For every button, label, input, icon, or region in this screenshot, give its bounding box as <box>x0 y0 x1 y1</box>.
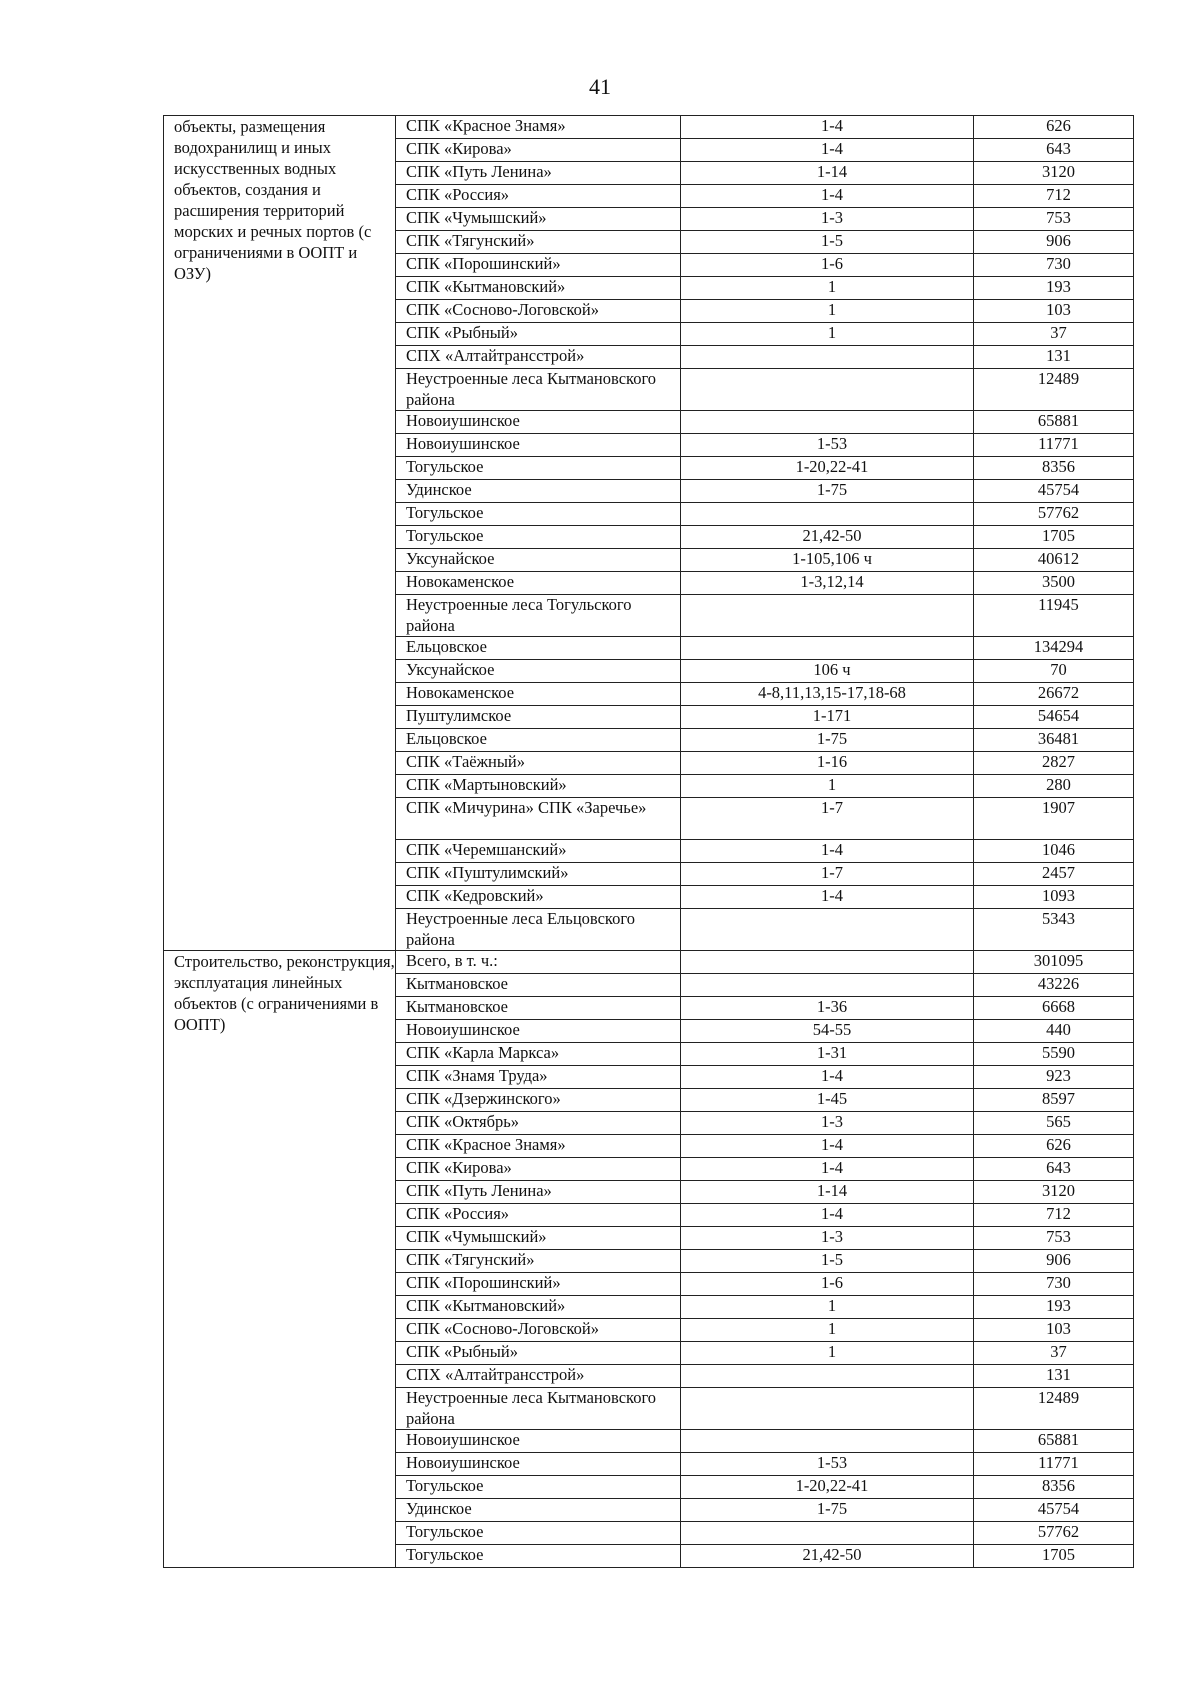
cell-name: СПК «Кирова» <box>396 1158 681 1181</box>
cell-name: СПК «Черемшанский» <box>396 840 681 863</box>
section-category: объекты, размещения водохранилищ и иных искусственных водных объектов, создания и расширения территорий морских и речных портов (с ограничениями в ООПТ и ОЗУ) <box>164 116 396 951</box>
cell-numbers: 1 <box>681 323 974 346</box>
cell-name: СПК «Чумышский» <box>396 208 681 231</box>
cell-numbers: 1-75 <box>681 729 974 752</box>
cell-area: 5590 <box>974 1043 1134 1066</box>
cell-name: Удинское <box>396 480 681 503</box>
cell-name: Неустроенные леса Кытмановского района <box>396 1388 681 1430</box>
cell-numbers: 1 <box>681 1319 974 1342</box>
cell-numbers <box>681 411 974 434</box>
cell-area: 730 <box>974 1273 1134 1296</box>
cell-name: Тогульское <box>396 1522 681 1545</box>
cell-area: 103 <box>974 300 1134 323</box>
cell-name: СПК «Дзержинского» <box>396 1089 681 1112</box>
cell-area: 3120 <box>974 1181 1134 1204</box>
cell-name: СПК «Сосново-Логовской» <box>396 300 681 323</box>
cell-numbers: 1-4 <box>681 185 974 208</box>
cell-area: 8356 <box>974 457 1134 480</box>
cell-area: 131 <box>974 1365 1134 1388</box>
cell-area: 6668 <box>974 997 1134 1020</box>
cell-area: 57762 <box>974 1522 1134 1545</box>
cell-area: 3120 <box>974 162 1134 185</box>
cell-area: 43226 <box>974 974 1134 997</box>
cell-area: 730 <box>974 254 1134 277</box>
cell-numbers <box>681 1388 974 1430</box>
cell-area: 626 <box>974 116 1134 139</box>
cell-numbers: 1-7 <box>681 863 974 886</box>
cell-name: Всего, в т. ч.: <box>396 951 681 974</box>
cell-name: СПК «Мартыновский» <box>396 775 681 798</box>
cell-name: СПК «Красное Знамя» <box>396 1135 681 1158</box>
cell-area: 1907 <box>974 798 1134 840</box>
cell-name: СПК «Сосново-Логовской» <box>396 1319 681 1342</box>
cell-name: СПК «Кедровский» <box>396 886 681 909</box>
cell-numbers <box>681 1365 974 1388</box>
cell-numbers: 1-3 <box>681 208 974 231</box>
cell-area: 2457 <box>974 863 1134 886</box>
cell-numbers: 1-20,22-41 <box>681 457 974 480</box>
cell-area: 8597 <box>974 1089 1134 1112</box>
cell-numbers: 1-4 <box>681 116 974 139</box>
cell-name: Новоиушинское <box>396 1453 681 1476</box>
section-category: Строительство, реконструкция, эксплуатация линейных объектов (с ограничениями в ООПТ) <box>164 951 396 1568</box>
cell-name: Неустроенные леса Кытмановского района <box>396 369 681 411</box>
cell-numbers <box>681 369 974 411</box>
cell-name: Кытмановское <box>396 974 681 997</box>
cell-numbers: 1-4 <box>681 886 974 909</box>
cell-numbers: 21,42-50 <box>681 526 974 549</box>
cell-area: 134294 <box>974 637 1134 660</box>
cell-name: СПК «Знамя Труда» <box>396 1066 681 1089</box>
cell-name: Тогульское <box>396 1545 681 1568</box>
cell-area: 643 <box>974 1158 1134 1181</box>
cell-numbers <box>681 1430 974 1453</box>
cell-numbers: 1-4 <box>681 1135 974 1158</box>
cell-name: Неустроенные леса Тогульского района <box>396 595 681 637</box>
cell-area: 37 <box>974 323 1134 346</box>
cell-numbers <box>681 595 974 637</box>
cell-area: 36481 <box>974 729 1134 752</box>
cell-name: СПК «Тягунский» <box>396 1250 681 1273</box>
cell-name: СПК «Тягунский» <box>396 231 681 254</box>
cell-area: 12489 <box>974 1388 1134 1430</box>
cell-name: СПК «Красное Знамя» <box>396 116 681 139</box>
cell-numbers: 1-4 <box>681 1158 974 1181</box>
cell-area: 54654 <box>974 706 1134 729</box>
cell-area: 906 <box>974 231 1134 254</box>
cell-area: 131 <box>974 346 1134 369</box>
cell-name: СПК «Рыбный» <box>396 1342 681 1365</box>
cell-name: Ельцовское <box>396 729 681 752</box>
cell-numbers: 54-55 <box>681 1020 974 1043</box>
cell-name: СПК «Путь Ленина» <box>396 162 681 185</box>
cell-area: 11945 <box>974 595 1134 637</box>
cell-name: Новоиушинское <box>396 1430 681 1453</box>
cell-area: 923 <box>974 1066 1134 1089</box>
cell-name: СПК «Кирова» <box>396 139 681 162</box>
cell-name: Тогульское <box>396 503 681 526</box>
cell-name: СПХ «Алтайтрансстрой» <box>396 1365 681 1388</box>
cell-name: СПК «Россия» <box>396 185 681 208</box>
cell-numbers <box>681 951 974 974</box>
cell-area: 65881 <box>974 411 1134 434</box>
land-use-table <box>163 115 1134 1568</box>
cell-name: Новоиушинское <box>396 411 681 434</box>
cell-numbers: 1-75 <box>681 1499 974 1522</box>
cell-area: 712 <box>974 185 1134 208</box>
cell-area: 45754 <box>974 1499 1134 1522</box>
cell-numbers: 1-6 <box>681 254 974 277</box>
cell-area: 45754 <box>974 480 1134 503</box>
cell-numbers: 1-14 <box>681 1181 974 1204</box>
cell-name: СПК «Порошинский» <box>396 254 681 277</box>
cell-numbers: 1-20,22-41 <box>681 1476 974 1499</box>
cell-area: 565 <box>974 1112 1134 1135</box>
cell-area: 12489 <box>974 369 1134 411</box>
table-row <box>164 951 1134 974</box>
cell-area: 103 <box>974 1319 1134 1342</box>
cell-area: 753 <box>974 208 1134 231</box>
cell-name: СПК «Чумышский» <box>396 1227 681 1250</box>
cell-numbers: 1-5 <box>681 231 974 254</box>
cell-name: СПК «Путь Ленина» <box>396 1181 681 1204</box>
cell-numbers <box>681 637 974 660</box>
cell-numbers: 1-3 <box>681 1112 974 1135</box>
cell-name: Ельцовское <box>396 637 681 660</box>
cell-numbers: 1-105,106 ч <box>681 549 974 572</box>
cell-area: 65881 <box>974 1430 1134 1453</box>
cell-area: 626 <box>974 1135 1134 1158</box>
cell-numbers: 1-4 <box>681 139 974 162</box>
cell-area: 906 <box>974 1250 1134 1273</box>
cell-numbers: 1-4 <box>681 1066 974 1089</box>
cell-name: Новокаменское <box>396 683 681 706</box>
cell-area: 70 <box>974 660 1134 683</box>
cell-numbers: 1-14 <box>681 162 974 185</box>
cell-name: СПК «Пуштулимский» <box>396 863 681 886</box>
cell-name: Уксунайское <box>396 660 681 683</box>
cell-numbers: 1-36 <box>681 997 974 1020</box>
cell-numbers: 1-6 <box>681 1273 974 1296</box>
cell-name: СПК «Октябрь» <box>396 1112 681 1135</box>
cell-area: 301095 <box>974 951 1134 974</box>
cell-area: 26672 <box>974 683 1134 706</box>
cell-numbers: 1-31 <box>681 1043 974 1066</box>
cell-numbers: 1-5 <box>681 1250 974 1273</box>
cell-numbers <box>681 346 974 369</box>
cell-name: СПК «Кытмановский» <box>396 277 681 300</box>
cell-name: Удинское <box>396 1499 681 1522</box>
cell-area: 440 <box>974 1020 1134 1043</box>
cell-area: 1093 <box>974 886 1134 909</box>
cell-name: Тогульское <box>396 457 681 480</box>
cell-name: СПК «Рыбный» <box>396 323 681 346</box>
cell-name: Тогульское <box>396 1476 681 1499</box>
cell-name: Новоиушинское <box>396 1020 681 1043</box>
cell-area: 57762 <box>974 503 1134 526</box>
cell-name: Уксунайское <box>396 549 681 572</box>
cell-numbers <box>681 503 974 526</box>
cell-area: 11771 <box>974 1453 1134 1476</box>
cell-name: Неустроенные леса Ельцовского района <box>396 909 681 951</box>
cell-numbers: 1 <box>681 1296 974 1319</box>
cell-area: 1705 <box>974 526 1134 549</box>
cell-numbers: 1 <box>681 277 974 300</box>
cell-area: 37 <box>974 1342 1134 1365</box>
cell-numbers: 1-7 <box>681 798 974 840</box>
cell-name: Кытмановское <box>396 997 681 1020</box>
cell-numbers: 1-171 <box>681 706 974 729</box>
cell-area: 11771 <box>974 434 1134 457</box>
cell-numbers: 1-4 <box>681 1204 974 1227</box>
cell-numbers: 21,42-50 <box>681 1545 974 1568</box>
cell-numbers <box>681 1522 974 1545</box>
cell-area: 1705 <box>974 1545 1134 1568</box>
table-body <box>164 116 1134 1568</box>
cell-name: СПК «Таёжный» <box>396 752 681 775</box>
cell-area: 5343 <box>974 909 1134 951</box>
page-number: 41 <box>589 74 611 99</box>
cell-numbers: 1 <box>681 300 974 323</box>
table-row <box>164 116 1134 139</box>
cell-numbers: 1-3,12,14 <box>681 572 974 595</box>
cell-area: 753 <box>974 1227 1134 1250</box>
cell-name: СПК «Карла Маркса» <box>396 1043 681 1066</box>
cell-area: 3500 <box>974 572 1134 595</box>
cell-numbers: 4-8,11,13,15-17,18-68 <box>681 683 974 706</box>
cell-numbers: 1 <box>681 775 974 798</box>
cell-numbers: 1-53 <box>681 434 974 457</box>
cell-area: 193 <box>974 1296 1134 1319</box>
cell-numbers: 1-3 <box>681 1227 974 1250</box>
cell-name: Новоиушинское <box>396 434 681 457</box>
cell-area: 280 <box>974 775 1134 798</box>
cell-name: СПК «Кытмановский» <box>396 1296 681 1319</box>
cell-name: СПХ «Алтайтрансстрой» <box>396 346 681 369</box>
cell-name: СПК «Мичурина» СПК «Заречье» <box>396 798 681 840</box>
cell-area: 712 <box>974 1204 1134 1227</box>
cell-area: 643 <box>974 139 1134 162</box>
cell-name: Пуштулимское <box>396 706 681 729</box>
cell-area: 193 <box>974 277 1134 300</box>
cell-name: СПК «Россия» <box>396 1204 681 1227</box>
cell-numbers: 1-45 <box>681 1089 974 1112</box>
cell-numbers: 106 ч <box>681 660 974 683</box>
cell-name: Новокаменское <box>396 572 681 595</box>
cell-area: 1046 <box>974 840 1134 863</box>
cell-numbers: 1 <box>681 1342 974 1365</box>
cell-numbers: 1-75 <box>681 480 974 503</box>
cell-numbers: 1-4 <box>681 840 974 863</box>
cell-numbers <box>681 974 974 997</box>
cell-area: 2827 <box>974 752 1134 775</box>
cell-numbers: 1-16 <box>681 752 974 775</box>
cell-area: 8356 <box>974 1476 1134 1499</box>
cell-name: Тогульское <box>396 526 681 549</box>
cell-numbers: 1-53 <box>681 1453 974 1476</box>
cell-area: 40612 <box>974 549 1134 572</box>
cell-numbers <box>681 909 974 951</box>
cell-name: СПК «Порошинский» <box>396 1273 681 1296</box>
